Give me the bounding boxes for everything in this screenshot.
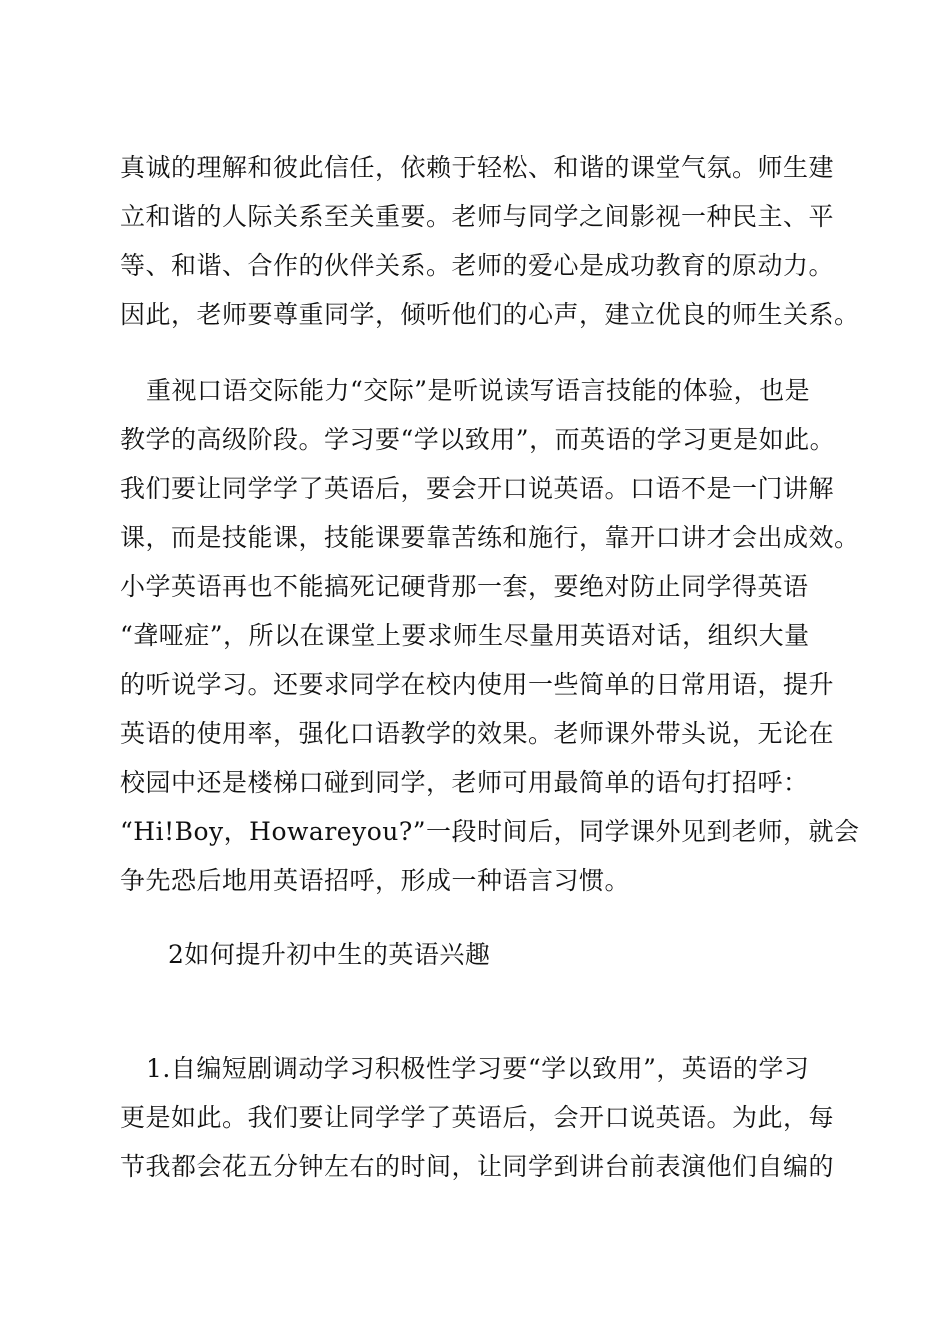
text-line: 争先恐后地用英语招呼，形成一种语言习惯。	[120, 866, 631, 895]
paragraph-oral-communication	[120, 366, 860, 905]
paragraph-teacher-student-relationship	[120, 143, 860, 339]
text-line: 节我都会花五分钟左右的时间，让同学到讲台前表演他们自编的	[120, 1152, 835, 1181]
heading-text: 2如何提升初中生的英语兴趣	[168, 940, 491, 969]
text-line: 等、和谐、合作的伙伴关系。老师的爱心是成功教育的原动力。	[120, 251, 835, 280]
text-line: 课，而是技能课，技能课要靠苦练和施行，靠开口讲才会出成效。	[120, 523, 860, 552]
section-heading	[168, 930, 888, 979]
text-line: 小学英语再也不能搞死记硬背那一套，要绝对防止同学得英语	[120, 572, 809, 601]
text-line: 因此，老师要尊重同学，倾听他们的心声，建立优良的师生关系。	[120, 300, 860, 329]
text-line: 的听说学习。还要求同学在校内使用一些简单的日常用语，提升	[120, 670, 835, 699]
text-line: 英语的使用率，强化口语教学的效果。老师课外带头说，无论在	[120, 719, 835, 748]
text-line: 立和谐的人际关系至关重要。老师与同学之间影视一种民主、平	[120, 202, 835, 231]
text-line: 教学的高级阶段。学习要“学以致用”，而英语的学习更是如此。	[120, 425, 836, 454]
text-line: 真诚的理解和彼此信任，依赖于轻松、和谐的课堂气氛。师生建	[120, 153, 835, 182]
text-line: 更是如此。我们要让同学学了英语后，会开口说英语。为此，每	[120, 1103, 835, 1132]
text-line: 1.自编短剧调动学习积极性学习要“学以致用”，英语的学习	[146, 1054, 810, 1083]
text-line: “Hi!Boy，Howareyou?”一段时间后，同学课外见到老师，就会	[120, 817, 860, 846]
text-line: 我们要让同学学了英语后，要会开口说英语。口语不是一门讲解	[120, 474, 835, 503]
text-line: 重视口语交际能力“交际”是听说读写语言技能的体验，也是	[146, 376, 811, 405]
text-line: 校园中还是楼梯口碰到同学，老师可用最简单的语句打招呼：	[120, 768, 809, 797]
text-line: “聋哑症”，所以在课堂上要求师生尽量用英语对话，组织大量	[120, 621, 810, 650]
paragraph-self-written-skits	[120, 1044, 840, 1191]
